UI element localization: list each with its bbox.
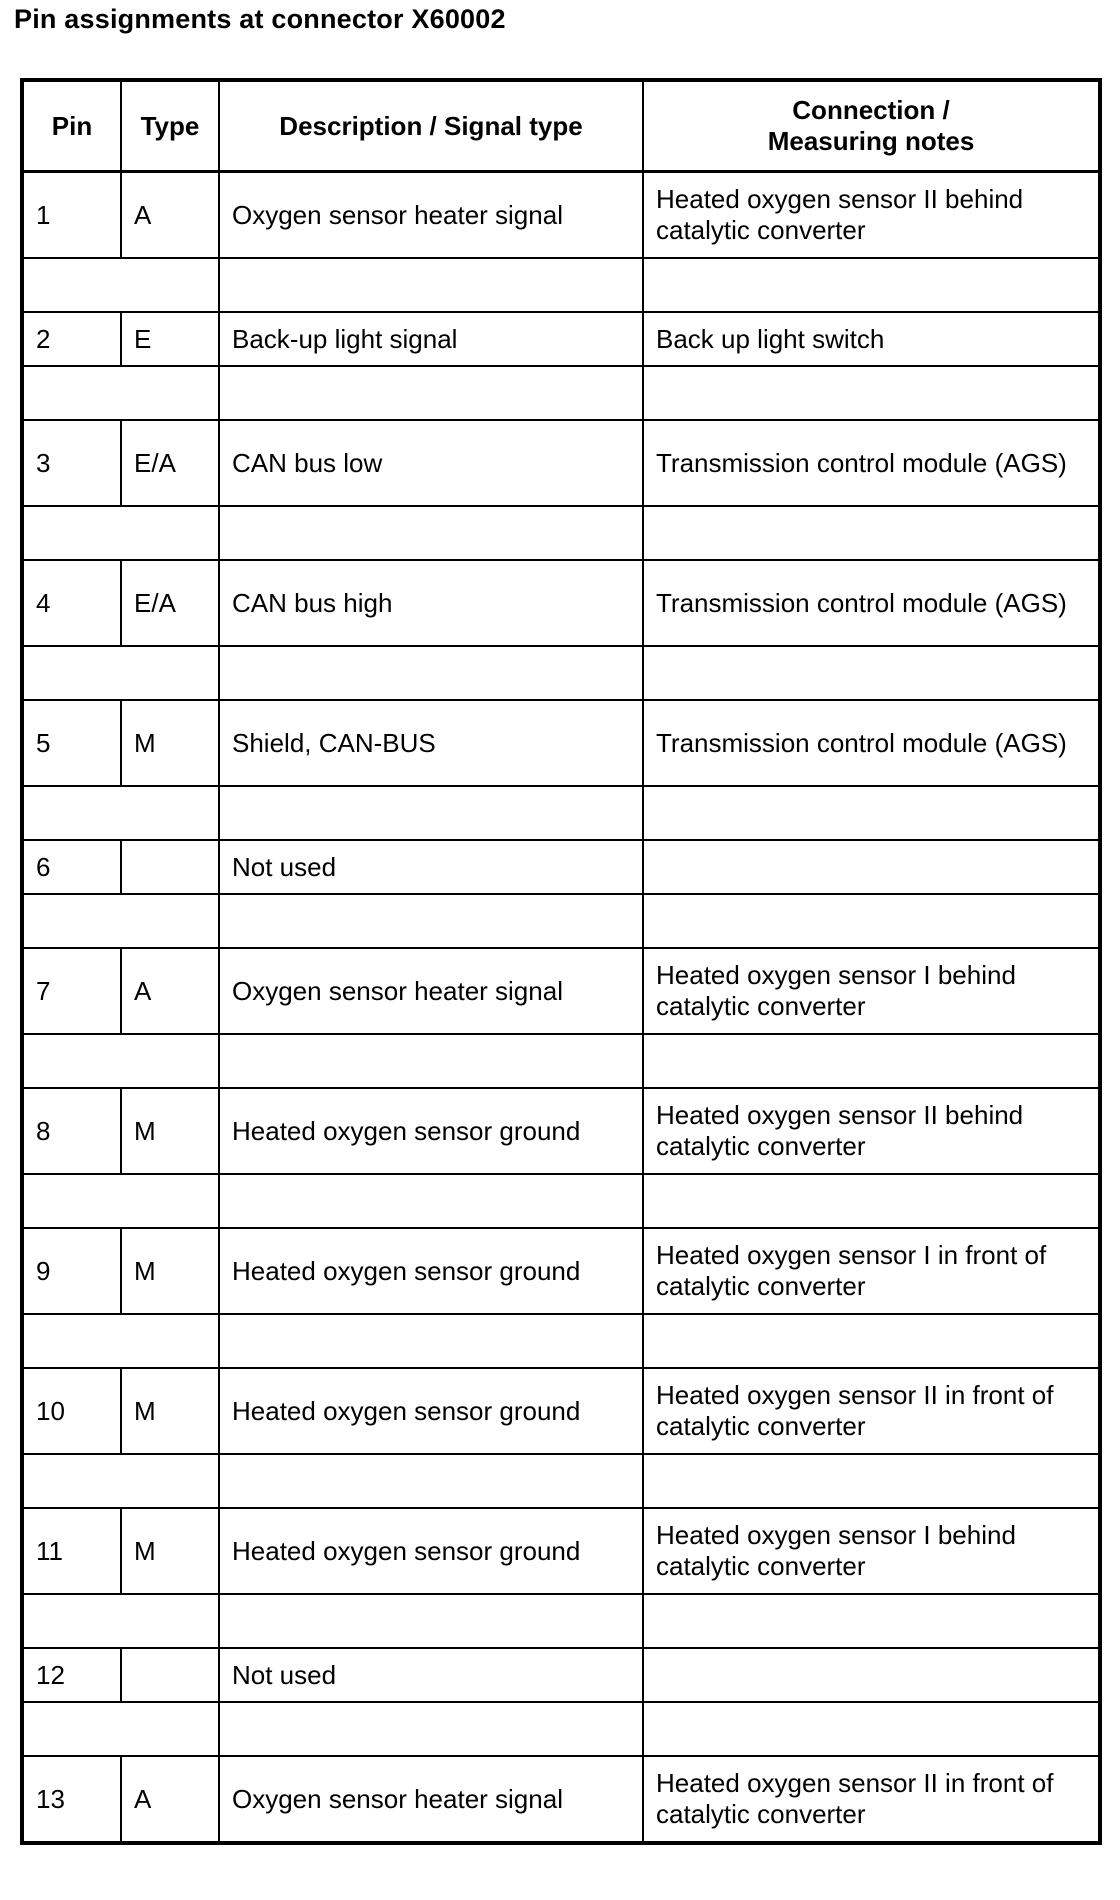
cell-pin: 4 [22,560,121,646]
cell-type [121,840,219,894]
cell-connection: Transmission control module (AGS) [643,420,1100,506]
header-description: Description / Signal type [219,80,643,172]
table-row [22,1648,1100,1702]
spacer-cell [22,894,219,948]
cell-type: A [121,1756,219,1843]
spacer-cell [219,366,643,420]
spacer-cell [643,1174,1100,1228]
spacer-cell [22,1454,219,1508]
spacer-row [22,1174,1100,1228]
spacer-cell [22,786,219,840]
table-body [22,172,1100,1844]
spacer-cell [219,1314,643,1368]
cell-connection: Heated oxygen sensor I in front of catalytic converter [643,1228,1100,1314]
table-row [22,420,1100,506]
cell-connection: Back up light switch [643,312,1100,366]
spacer-row [22,1314,1100,1368]
table-row [22,840,1100,894]
spacer-cell [22,258,219,312]
cell-pin: 13 [22,1756,121,1843]
cell-description: CAN bus high [219,560,643,646]
cell-connection: Heated oxygen sensor II in front of catalytic converter [643,1756,1100,1843]
table-row [22,172,1100,259]
spacer-cell [22,366,219,420]
spacer-cell [22,1174,219,1228]
cell-connection: Transmission control module (AGS) [643,560,1100,646]
spacer-cell [643,1594,1100,1648]
cell-description: Not used [219,840,643,894]
cell-pin: 7 [22,948,121,1034]
spacer-cell [643,646,1100,700]
header-connection-line2: Measuring notes [767,126,975,156]
cell-pin: 8 [22,1088,121,1174]
cell-pin: 10 [22,1368,121,1454]
table-row [22,1088,1100,1174]
table-row [22,948,1100,1034]
table-row [22,1756,1100,1843]
cell-description: Heated oxygen sensor ground [219,1368,643,1454]
spacer-cell [643,1314,1100,1368]
cell-connection: Heated oxygen sensor II behind catalytic converter [643,1088,1100,1174]
spacer-cell [219,894,643,948]
cell-description: Oxygen sensor heater signal [219,1756,643,1843]
spacer-cell [219,258,643,312]
spacer-cell [219,1454,643,1508]
spacer-row [22,1594,1100,1648]
table-row [22,312,1100,366]
spacer-row [22,1034,1100,1088]
spacer-cell [219,786,643,840]
header-connection-line1: Connection / [792,95,950,125]
cell-description: Heated oxygen sensor ground [219,1088,643,1174]
cell-connection: Heated oxygen sensor I behind catalytic converter [643,948,1100,1034]
spacer-row [22,1454,1100,1508]
cell-description: Heated oxygen sensor ground [219,1228,643,1314]
spacer-cell [643,258,1100,312]
table-row [22,1368,1100,1454]
cell-type: E/A [121,420,219,506]
header-connection [643,80,1100,172]
spacer-cell [219,1174,643,1228]
cell-connection [643,1648,1100,1702]
cell-connection: Heated oxygen sensor II in front of catalytic converter [643,1368,1100,1454]
cell-connection: Transmission control module (AGS) [643,700,1100,786]
cell-type: M [121,700,219,786]
cell-pin: 5 [22,700,121,786]
spacer-cell [22,646,219,700]
spacer-cell [219,1702,643,1756]
cell-description: CAN bus low [219,420,643,506]
spacer-cell [22,1314,219,1368]
cell-pin: 11 [22,1508,121,1594]
table-row [22,1228,1100,1314]
header-type: Type [121,80,219,172]
table-row [22,1508,1100,1594]
spacer-cell [219,1034,643,1088]
spacer-cell [22,1702,219,1756]
cell-pin: 9 [22,1228,121,1314]
cell-description: Shield, CAN-BUS [219,700,643,786]
spacer-cell [643,506,1100,560]
spacer-row [22,646,1100,700]
spacer-row [22,894,1100,948]
cell-connection: Heated oxygen sensor II behind catalytic converter [643,172,1100,259]
spacer-cell [219,646,643,700]
cell-description: Oxygen sensor heater signal [219,172,643,259]
cell-pin: 2 [22,312,121,366]
header-pin: Pin [22,80,121,172]
cell-type: A [121,172,219,259]
spacer-cell [219,506,643,560]
cell-type: A [121,948,219,1034]
table-row [22,700,1100,786]
cell-connection [643,840,1100,894]
page-title: Pin assignments at connector X60002 [14,4,506,34]
spacer-row [22,1702,1100,1756]
cell-description: Heated oxygen sensor ground [219,1508,643,1594]
spacer-cell [22,1594,219,1648]
spacer-cell [643,366,1100,420]
cell-type: M [121,1228,219,1314]
cell-description: Not used [219,1648,643,1702]
cell-description: Back-up light signal [219,312,643,366]
cell-description: Oxygen sensor heater signal [219,948,643,1034]
cell-pin: 6 [22,840,121,894]
cell-type: E/A [121,560,219,646]
cell-type [121,1648,219,1702]
spacer-cell [643,1454,1100,1508]
cell-connection: Heated oxygen sensor I behind catalytic converter [643,1508,1100,1594]
spacer-row [22,366,1100,420]
spacer-row [22,258,1100,312]
table-header-row [22,80,1100,172]
spacer-cell [219,1594,643,1648]
spacer-cell [643,894,1100,948]
cell-type: M [121,1368,219,1454]
cell-type: M [121,1508,219,1594]
cell-type: M [121,1088,219,1174]
spacer-cell [22,506,219,560]
spacer-row [22,786,1100,840]
cell-pin: 1 [22,172,121,259]
table-row [22,560,1100,646]
spacer-row [22,506,1100,560]
spacer-cell [22,1034,219,1088]
cell-pin: 12 [22,1648,121,1702]
spacer-cell [643,786,1100,840]
cell-type: E [121,312,219,366]
spacer-cell [643,1702,1100,1756]
pin-assignment-table [20,78,1102,1845]
cell-pin: 3 [22,420,121,506]
spacer-cell [643,1034,1100,1088]
